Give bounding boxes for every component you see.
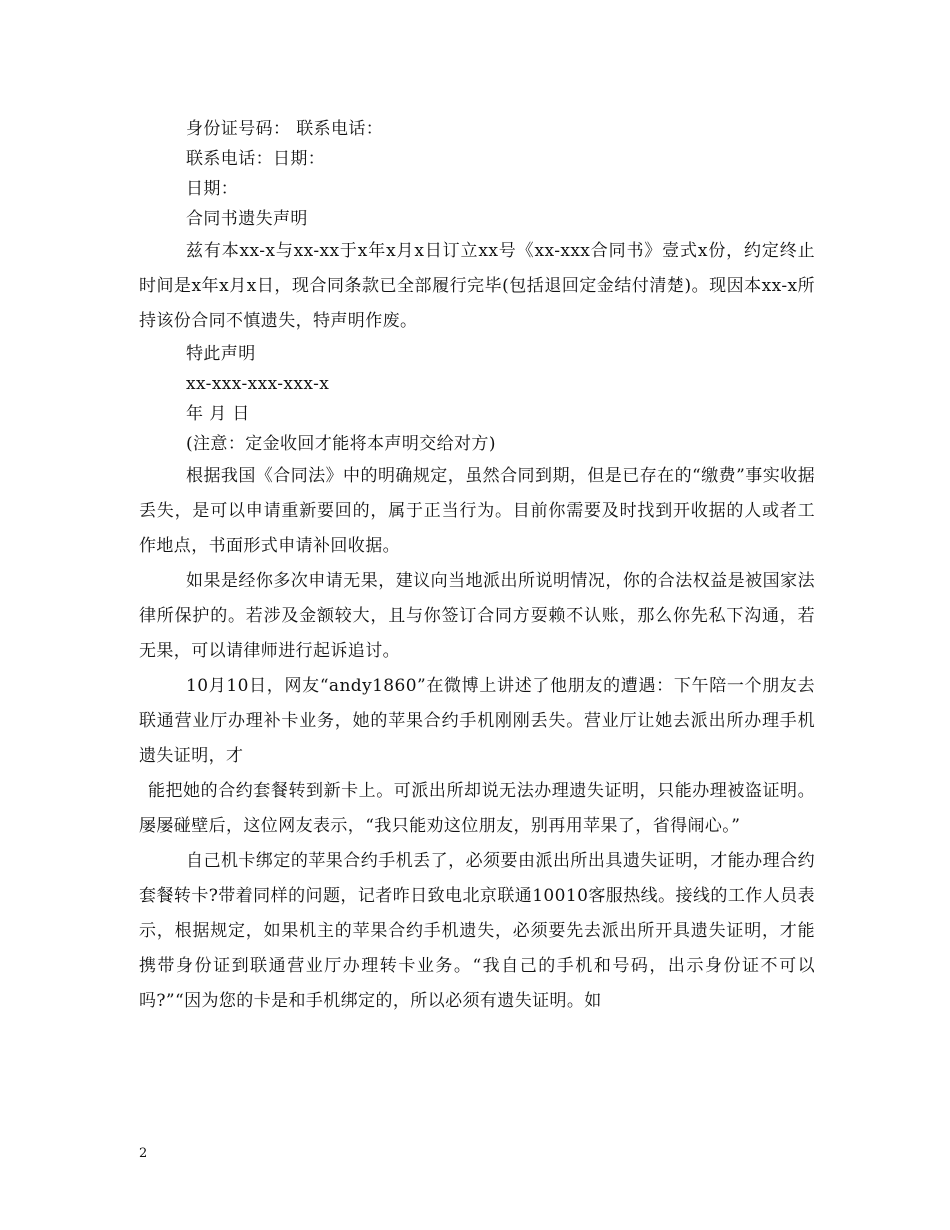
- paragraph-hotline: 自己机卡绑定的苹果合约手机丢了，必须要由派出所出具遗失证明，才能办理合约套餐转卡?带着同样的问题，记者昨日致电北京联通10010客服热线。接线的工作人员表示，根据规定，如果机主的苹果合约手机遗失，必须要先去派出所开具遗失证明，才能携带身份证到联通营业厅办理转卡业务。“我自己的手机和号码，出示身份证不可以吗?”“因为您的卡是和手机绑定的，所以必须有遗失证明。如: [139, 851, 815, 1011]
- declaration-title: 合同书遗失声明: [186, 209, 308, 229]
- signature-date: 年 月 日: [186, 404, 250, 424]
- id-phone-line: 身份证号码： 联系电话：: [186, 119, 384, 139]
- hereby-declare: 特此声明: [186, 344, 256, 364]
- date-line: 日期：: [186, 179, 239, 199]
- document-body: [139, 114, 815, 1019]
- signature-line: xx-xxx-xxx-xxx-x: [186, 374, 330, 394]
- declaration-body: 兹有本xx-x与xx-xx于x年x月x日订立xx号《xx-xxx合同书》壹式x份，约定终止时间是x年x月x日，现合同条款已全部履行完毕(包括退回定金结付清楚)。现因本xx-x所持该份合同不慎遗失，特声明作废。: [139, 241, 815, 331]
- paragraph-legal-advice: 如果是经你多次申请无果，建议向当地派出所说明情况，你的合法权益是被国家法律所保护的。若涉及金额较大，且与你签订合同方耍赖不认账，那么你先私下沟通，若无果，可以请律师进行起诉追讨。: [139, 571, 815, 661]
- note-line: (注意：定金收回才能将本声明交给对方): [186, 434, 496, 454]
- paragraph-news-story: 10月10日，网友“andy1860”在微博上讲述了他朋友的遭遇：下午陪一个朋友去联通营业厅办理补卡业务，她的苹果合约手机刚刚丢失。营业厅让她去派出所办理手机遗失证明，才: [139, 676, 815, 766]
- paragraph-contract-law: 根据我国《合同法》中的明确规定，虽然合同到期，但是已存在的“缴费”事实收据丢失，是可以申请重新要回的，属于正当行为。目前你需要及时找到开收据的人或者工作地点，书面形式申请补回收据。: [139, 466, 815, 556]
- phone-date-line: 联系电话：日期：: [186, 149, 326, 169]
- page-number: 2: [139, 1146, 148, 1161]
- paragraph-news-continued: 能把她的合约套餐转到新卡上。可派出所却说无法办理遗失证明，只能办理被盗证明。屡屡碰壁后，这位网友表示，“我只能劝这位朋友，别再用苹果了，省得闹心。”: [139, 781, 815, 836]
